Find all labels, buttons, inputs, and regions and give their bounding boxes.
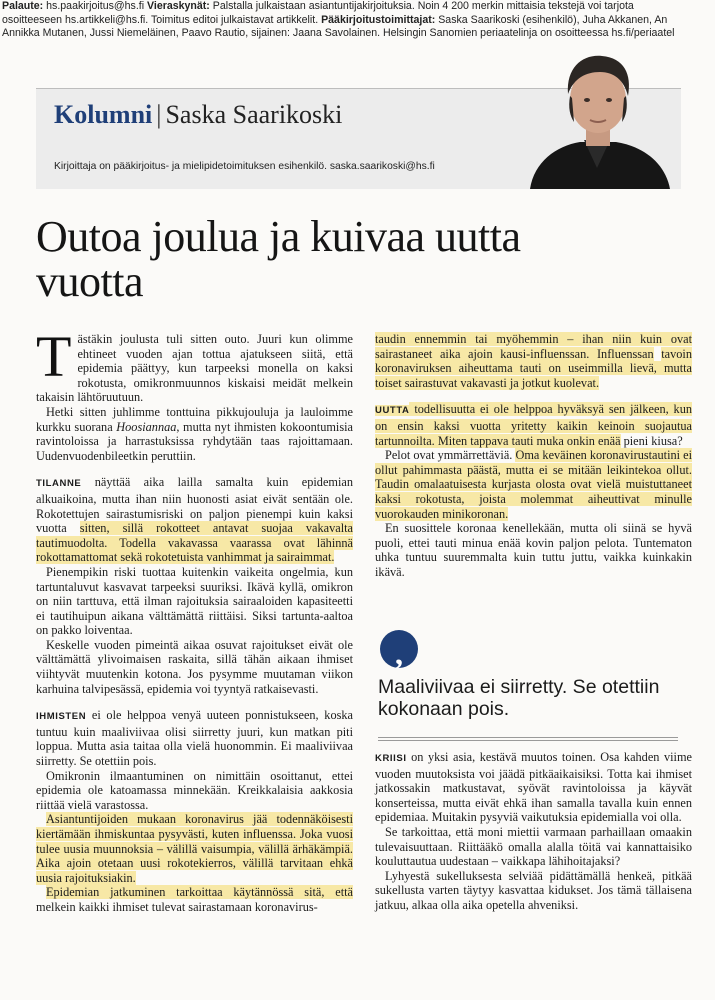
section-lead-word: TILANNE bbox=[36, 478, 82, 490]
guest-pen-label: Vieraskynät: bbox=[147, 0, 210, 12]
author-portrait bbox=[520, 44, 675, 189]
highlighted-text: Epidemian jatkuminen tarkoittaa käytännössä sitä, että bbox=[46, 885, 353, 900]
paragraph-text: , mutta nyt ihmisten kokoontumisia ravintoloissa ja harrastuksissa ryhdytään taas rajoittamaan. Uudenvuodenbileetkin peruttiin. bbox=[36, 419, 353, 463]
paragraph bbox=[36, 812, 353, 885]
editors-label: Pääkirjoitustoimittajat: bbox=[321, 13, 436, 26]
highlighted-text: Asiantuntijoiden mukaan koronavirus jää todennäköisesti kiertämään ihmiskuntaa pysyvästi, kuten influenssa. Joka vuosi tulee uusia muunnoksia – välillä vaisumpia, välillä ärhäkämpiä. Aika ajoin otetaan uusi rokotekierros, välillä tarvitaan ehkä uusia rajoituksiakin. bbox=[36, 812, 353, 885]
highlighted-text: todellisuutta ei ole helppoa hyväksyä sen jälkeen, kun on ensin kaksi vuotta yritetty kaikin keinoin suojautua tartunnoilta. Miten tappava tauti muka onkin enää bbox=[375, 402, 692, 448]
submission-text: osoitteeseen hs.artikkeli@hs.fi. Toimitus editoi julkaistavat artikkelit. bbox=[2, 13, 322, 26]
paragraph: Lyhyestä sukelluksesta selviää pidättämällä henkeä, pitkää sukellusta varten täytyy kasvattaa kidukset. Jos tämä tällaisena jatkuu, alkaa olla aika opetella ahveniksi. bbox=[375, 868, 692, 912]
pull-quote-rule bbox=[378, 737, 678, 738]
highlighted-text: taudin ennemmin tai myöhemmin – ihan niin kuin ovat sairastaneet aika ajoin kausi-influenssan. Influenssan bbox=[375, 332, 692, 361]
paragraph-text: ästäkin joulusta tuli sitten outo. Juuri kun olimme ehtineet vuoden ajan tottua ajatukseen siitä, että epidemia päättyy, kun tarpeeksi monella on kaksi rokotusta, omikronmuunnos kiskaisi meidät melkein takaisin lähtöruutuun. bbox=[36, 332, 353, 405]
paragraph bbox=[36, 475, 353, 565]
paragraph bbox=[36, 405, 353, 463]
article-headline: Outoa joulua ja kuivaa uutta vuotta bbox=[36, 212, 521, 306]
quote-mark-icon: , bbox=[380, 630, 418, 668]
author-name: Saska Saarikoski bbox=[165, 100, 343, 129]
paragraph-text: näyttää aika lailla samalta kuin epidemian alkuaikoina, mutta ihan niin huonosti asiat eivät sentään ole. Rokotettujen sairastumisriski on paljon pienempi kuin kaksi vuotta bbox=[36, 475, 353, 536]
pull-quote-rule bbox=[378, 740, 678, 741]
article-column-right bbox=[375, 332, 692, 580]
paragraph-text: Hetki sitten juhlimme tonttuina pikkujouluja ja lauloimme kurkku suorana bbox=[36, 404, 353, 434]
paragraph bbox=[36, 708, 353, 768]
paragraph-text: ei ole helppoa venyä uuteen ponnistukseen, koska tuntuu kuin maaliviivaa olisi siirretty juuri, kun matkan piti loppua. Mutta asia taitaa olla vielä huonommin. Ei maaliviivaa siirretty. Se otettiin pois. bbox=[36, 708, 353, 769]
pull-quote: Maaliviivaa ei siirretty. Se otettiin kokonaan pois. bbox=[378, 676, 660, 720]
paragraph-text: Pelot ovat ymmärrettäviä. bbox=[385, 448, 516, 463]
editors-list-continued: Annikka Mutanen, Jussi Niemeläinen, Paavo Rautio, sijainen: Jaana Savolainen. Helsingin Sanomien periaatelinja on osoitteessa hs.fi/periaatel bbox=[2, 27, 675, 39]
section-lead-word: IHMISTEN bbox=[36, 711, 87, 723]
paragraph bbox=[375, 402, 692, 448]
column-label bbox=[54, 100, 342, 130]
paragraph bbox=[375, 750, 692, 825]
guest-pen-text: Palstalla julkaistaan asiantuntijakirjoituksia. Noin 4 200 merkin mittaisia tekstejä voi tarjota bbox=[209, 0, 634, 12]
article-column-left bbox=[36, 324, 353, 915]
section-lead-word: KRIISI bbox=[375, 753, 407, 764]
section-lead-word: UUTTA bbox=[375, 405, 410, 417]
editors-list: Saska Saarikoski (esihenkilö), Juha Akkanen, An bbox=[435, 13, 668, 26]
feedback-email[interactable]: hs.paakirjoitus@hs.fi bbox=[43, 0, 148, 12]
paragraph: En suosittele koronaa kenellekään, mutta oli siinä se hyvä puoli, ettei tauti minua enää kovin paljon pelota. Tuntematon uhka tuntuu suuremmalta kuin tuttu juttu, vaikka kuinkakin ikävä. bbox=[375, 521, 692, 579]
article-column-right-lower bbox=[375, 750, 692, 913]
highlighted-text: tavoin koronaviruksen aiheuttama tauti on useimmilla lievä, mutta toiset sairastuvat vakavasti ja jotkut kuolevat. bbox=[375, 346, 692, 390]
paragraph bbox=[375, 448, 692, 521]
paragraph-text: pieni kiusa? bbox=[620, 433, 683, 448]
paragraph-text: on yksi asia, kestävä muutos toinen. Osa kahden viime vuoden muutoksista voi jäädä pitkäaikaisiksi. Totta kai ihmiset jatkossakin matkustavat, syövät ravintoloissa ja käyvät konserteissa, mutta eivät ehkä ihan samalla tavalla kuin ennen epidemiaa. Muitakin pysyviä vaikutuksia epidemialla voi olla. bbox=[375, 750, 692, 825]
paragraph bbox=[36, 324, 353, 405]
song-title: Hoosiannaa bbox=[116, 419, 177, 434]
contact-info-strip bbox=[0, 0, 715, 44]
paragraph-text: melkein kaikki ihmiset tulevat sairastamaan koronavirus- bbox=[36, 899, 318, 914]
feedback-label: Palaute: bbox=[2, 0, 44, 12]
paragraph bbox=[36, 885, 353, 914]
drop-cap: T bbox=[36, 324, 72, 389]
column-type: Kolumni bbox=[54, 100, 153, 129]
paragraph: Pienempikin riski tuottaa kuitenkin vaikeita ongelmia, kun tartuntaluvut kasvavat tarpeeksi suuriksi. Ikävä kyllä, omikron on niin tarttuva, että ilman rajoituksia sairaaloiden kapasiteetti ei tautihuipun aikana välttämättä riittäisi. Siksi tartunta-aaltoa on pakko loiventaa. bbox=[36, 564, 353, 638]
paragraph bbox=[375, 332, 692, 390]
highlighted-text: Oma keväinen koronavirustautini ei ollut pahimmasta päästä, mutta ei se mitään leikintekoa ollut. Taudin omalaatuisesta kurjasta olosta ovat vielä muistuttaneet kaksi rokotusta, joista molemmat aiheuttivat minulle vuorokauden minikoronan. bbox=[375, 448, 692, 521]
paragraph: Se tarkoittaa, että moni miettii varmaan parhaillaan omaakin tulevaisuuttaan. Riittääkö omalla alalla töitä vai kannattaisiko kouluttautua uudestaan – vaikkapa lähihoitajaksi? bbox=[375, 824, 692, 869]
highlighted-text: sitten, sillä rokotteet antavat suojaa vakavalta tautimuodolta. Todella vakavassa vaarassa ovat lähinnä rokottamattomat sekä rokotetuista vanhimmat ja sairaimmat. bbox=[36, 521, 353, 565]
author-byline: Kirjoittaja on pääkirjoitus- ja mielipidetoimituksen esihenkilö. saska.saarikoski@hs.fi bbox=[54, 161, 435, 172]
label-separator: | bbox=[156, 100, 162, 129]
paragraph: Omikronin ilmaantuminen on nimittäin osoittanut, ettei epidemia ole katoamassa minnekään. Kreikkalaisia aakkosia riittää vielä varastossa. bbox=[36, 768, 353, 812]
paragraph: Keskelle vuoden pimeintä aikaa osuvat rajoitukset eivät ole välttämättä ylivoimaisen raskaita, sillä tähän aikaan ihmiset viihtyvät muutenkin kotona. Jos pysymme muutaman viikon karhuina talvipesässä, epidemia voi tyyntyä ratkaisevasti. bbox=[36, 637, 353, 696]
